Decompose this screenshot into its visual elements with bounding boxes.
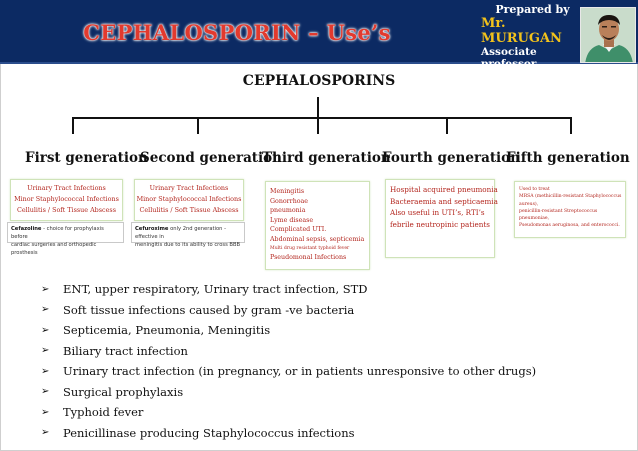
use-item: Complicated UTI. [270,226,327,234]
arrow-bullet-icon: ➢ [41,283,50,295]
use-item: Gonorrhoae [270,197,309,205]
arrow-bullet-icon: ➢ [41,345,50,357]
gen-label-second: Second generation [140,150,282,166]
use-item: Meningitis [270,188,305,195]
list-item: ➢ Soft tissue infections caused by gram -ve bacteria [41,302,355,317]
use-item: Pseudomonas aeruginosa, and enterococci. [519,223,620,229]
arrow-bullet-icon: ➢ [41,324,50,336]
use-item: Urinary Tract Infections [149,184,229,192]
gen-box-fourth [385,179,498,258]
note-drug-name: Cefuroxime [135,226,169,232]
arrow-bullet-icon: ➢ [41,304,50,316]
note-text: - choice for prophylaxis before [11,226,104,240]
list-item: ➢ Biliary tract infection [41,343,188,358]
use-item: Cellulitis / Soft Tissue Abscess [139,206,239,214]
arrow-bullet-icon: ➢ [41,406,50,418]
use-item: penicillin-resistant Streptococcus [519,208,598,214]
gen-label-fifth: Fifth generation [506,150,630,166]
use-item: pneumoniae, [519,216,550,222]
gen-label-fourth: Fourth generation [382,150,521,166]
note-text-2: meningitis due to its ability to cross BBB [135,242,241,248]
presenter-name: Mr. MURUGAN [481,16,562,46]
use-item: Pseudomonal Infections [270,253,347,261]
gen-box-fifth [514,181,626,238]
use-item: aureus), [519,201,539,207]
use-item: Minor Staphylococcal Infections [14,195,119,203]
arrow-bullet-icon: ➢ [41,365,50,377]
use-item: Hospital acquired pneumonia [390,185,498,194]
gen-label-first: First generation [25,150,148,166]
list-item: ➢ Urinary tract infection (in pregnancy, or in patients unresponsive to other drugs) [41,364,537,379]
gen-label-third: Third generation [262,150,391,166]
slide-title: CEPHALOSPORIN – Use’s [83,19,391,45]
use-item: Also useful in UTI’s, RTI’s [390,208,485,217]
use-item: MRSA (methicillin-resistant Staphylococcus [519,194,622,200]
use-item: Used to treat [519,187,550,192]
list-item: ➢ Surgical prophylaxis [41,384,184,399]
note-text: only 2nd generation - effective in [135,226,226,240]
gen-box-third [265,181,370,270]
arrow-bullet-icon: ➢ [41,427,50,439]
use-item: pneumonia [270,207,306,215]
uses-bullet-list [41,279,536,443]
list-item: ➢ Penicillinase producing Staphylococcus infections [41,425,355,440]
arrow-bullet-icon: ➢ [41,386,50,398]
use-item: Minor Staphylococcal Infections [136,195,242,203]
use-item: Bacteraemia and septicaemia [390,196,498,206]
prepared-by-label: Prepared by [495,3,570,16]
tree-connector-lines [0,0,638,160]
use-item: febrile neutropinic patients [390,219,490,229]
list-item: ➢ Septicemia, Pneumonia, Meningitis [41,323,271,338]
tree-title: CEPHALOSPORINS [242,73,396,89]
gen-box-first [10,179,123,221]
gen-note-second [131,222,245,248]
use-item: Cellulitis / Soft Tissue Abscess [17,206,116,214]
use-item: Abdominal sepsis, septicemia [270,235,365,243]
gen-box-second [134,179,244,221]
presenter-role: Associate professor [481,46,537,70]
list-item: ➢ ENT, upper respiratory, Urinary tract infection, STD [41,282,368,297]
list-item: ➢ Typhoid fever [41,405,144,420]
gen-note-first [7,222,124,256]
use-item: Multi drug resistant typhoid fever [270,245,350,251]
use-item: Urinary Tract Infections [27,184,106,192]
note-text-2: cardiac surgeries and orthopedic prosthesis [11,242,97,256]
use-item: Lyme disease [270,216,314,224]
note-drug-name: Cefazoline [11,226,42,232]
